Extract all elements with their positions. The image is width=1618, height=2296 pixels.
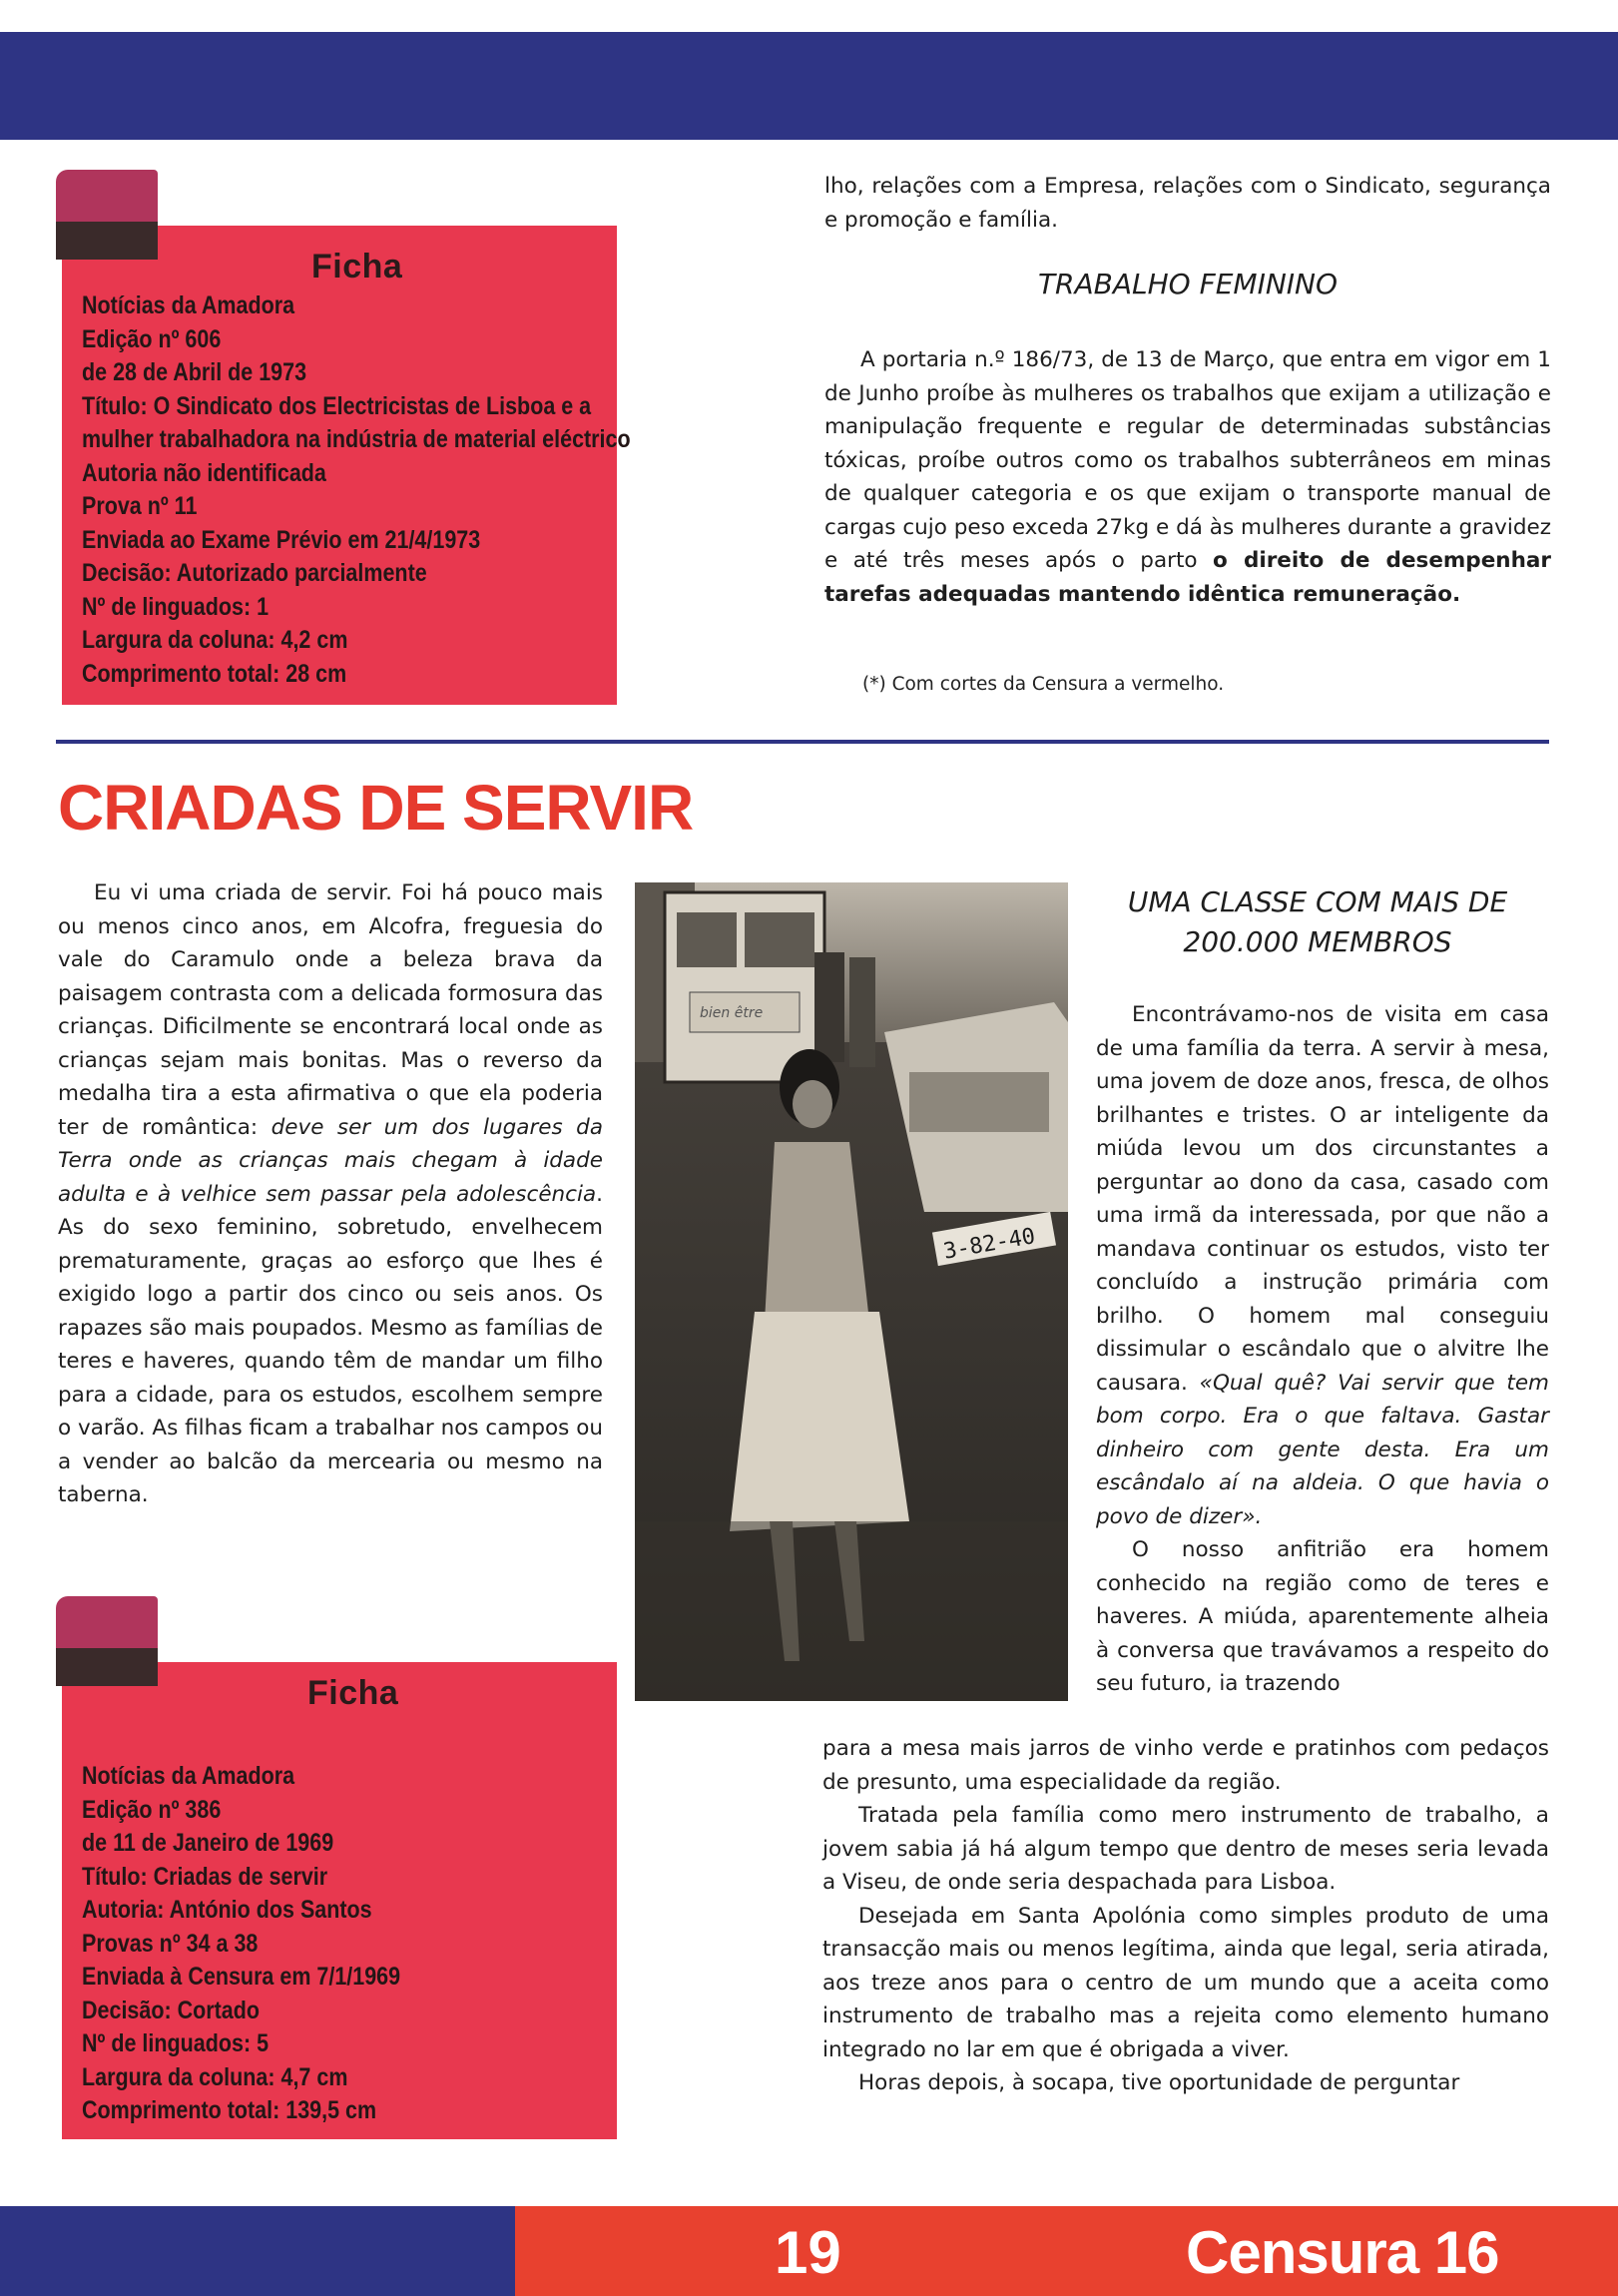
top-color-band: [0, 32, 1618, 140]
ficha-2-title: Ficha: [307, 1674, 399, 1712]
street-scene-photo: [635, 882, 1068, 1701]
footer-band-blue: [0, 2206, 515, 2296]
ficha-line: Largura da coluna: 4,2 cm: [82, 626, 348, 654]
ficha-line: Enviada à Censura em 7/1/1969: [82, 1963, 401, 1991]
ficha-tab-2: [56, 1596, 158, 1686]
ficha-line: Prova nº 11: [82, 492, 198, 520]
magazine-name: Censura 16: [1186, 2219, 1499, 2286]
ficha-line: de 11 de Janeiro de 1969: [82, 1829, 334, 1857]
ficha-line: de 28 de Abril de 1973: [82, 358, 307, 386]
censorship-note: (*) Com cortes da Censura a vermelho.: [862, 674, 1225, 695]
section-heading-trabalho-feminino: TRABALHO FEMININO: [1037, 268, 1339, 300]
ficha-line: Notícias da Amadora: [82, 1762, 295, 1790]
woman-skirt: [730, 1312, 909, 1531]
tram-sign: bien être: [700, 1005, 764, 1021]
page-number: 19: [775, 2219, 841, 2286]
section-heading-uma-classe: UMA CLASSE COM MAIS DE 200.000 MEMBROS: [1127, 885, 1508, 958]
article-title: CRIADAS DE SERVIR: [58, 772, 694, 844]
ficha-line: Decisão: Autorizado parcialmente: [82, 559, 427, 587]
ficha-line: Nº de linguados: 1: [82, 592, 270, 621]
ficha-box-2: [62, 1662, 617, 2139]
ficha-box-1: [62, 226, 631, 705]
ficha-1-lines: [82, 289, 631, 691]
plate-text: 3-82-40: [941, 1224, 1038, 1265]
divider-rule: [56, 740, 1549, 744]
ficha-line: Provas nº 34 a 38: [82, 1929, 259, 1958]
ficha-2-lines: [82, 1760, 400, 2128]
ficha-line: Título: Criadas de servir: [82, 1862, 328, 1891]
ficha-line: mulher trabalhadora na indústria de material eléctrico: [82, 425, 631, 453]
article-right-column: Encontrávamo-nos de visita em casa de uma família da terra. A servir à mesa, uma jovem de doze anos, fresca, de olhos brilhantes e tristes. O ar inteligente da miúda levou um dos circunstantes a perguntar ao dono da casa, casado com uma irmã da interessada, por que não a mandava continuar os estudos, visto ter concluído a instrução primária com brilho. O homem mal conseguiu dissimular o escândalo que o alvitre lhe causara. «Qual quê? Vai servir que tem bom corpo. Era o que faltava. Gastar dinheiro com gente desta. Era um escândalo aí na aldeia. O que havia o povo de dizer». O nosso anfitrião era homem conhecido na região como de teres e haveres. A miúda, aparentemente alheia à conversa que travávamos a respeito do seu futuro, ia trazendo: [1096, 1002, 1549, 1696]
previous-article-continuation: lho, relações com a Empresa, relações com o Sindicato, segurança e promoção e família.: [824, 174, 1551, 233]
article-left-column: Eu vi uma criada de servir. Foi há pouco mais ou menos cinco anos, em Alcofra, freguesia do vale do Caramulo onde a beleza brava da paisagem contrasta com a delicada formosura das crianças. Dificilmente se encontrará local onde as crianças sejam mais bonitas. Mas o reverso da medalha tira a esta afirmativa o que ela poderia ter de romântica: deve ser um dos lugares da Terra onde as crianças mais chegam à idade adulta e à velhice sem passar pela adolescência. As do sexo feminino, sobretudo, envelhecem prematuramente, graças ao esforço que lhes é exigido logo a partir dos cinco ou seis anos. Os rapazes são mais poupados. Mesmo as famílias de teres e haveres, quando têm de mandar um filho para a cidade, para os estudos, escolhem sempre o varão. As filhas ficam a trabalhar nos campos ou a vender ao balcão da mercearia ou mesmo na taberna.: [58, 880, 603, 1507]
ficha-line: Decisão: Cortado: [82, 1996, 261, 2024]
ficha-line: Comprimento total: 139,5 cm: [82, 2096, 377, 2124]
ficha-line: Edição nº 606: [82, 324, 222, 353]
ficha-line: Largura da coluna: 4,7 cm: [82, 2062, 348, 2091]
article-right-column-wide: para a mesa mais jarros de vinho verde e pratinhos com pedaços de presunto, uma especialidade da região. Tratada pela família como mero instrumento de trabalho, a jovem sabia já há algum tempo que dentro de meses seria levada a Viseu, de onde seria despachada para Lisboa. Desejada em Santa Apolónia como simples produto de uma transacção mais ou menos legítima, ainda que legal, seria atirada, aos treze anos para o centro de um mundo que a aceita como instrumento de trabalho mas a rejeita como elemento humano integrado no lar em que é obrigada a viver. Horas depois, à socapa, tive oportunidade de perguntar: [822, 1736, 1549, 2095]
article-photo: [635, 882, 1068, 1701]
ficha-line: Autoria não identificada: [82, 458, 326, 487]
ficha-line: Notícias da Amadora: [82, 291, 295, 319]
ficha-line: Enviada ao Exame Prévio em 21/4/1973: [82, 525, 481, 554]
ficha-line: Autoria: António dos Santos: [82, 1896, 372, 1924]
ficha-line: Edição nº 386: [82, 1795, 222, 1824]
trabalho-feminino-body: A portaria n.º 186/73, de 13 de Março, que entra em vigor em 1 de Junho proíbe às mulheres os trabalhos que exijam a utilização e manipulação frequente e regular de determinadas substâncias tóxicas, proíbe outros como os trabalhos subterrâneos em minas de qualquer categoria e os que exijam o transporte manual de cargas cujo peso exceda 27kg e dá às mulheres durante a gravidez e até três meses após o parto o direito de desempenhar tarefas adequadas mantendo idêntica remuneração.: [824, 347, 1551, 607]
ficha-line: Nº de linguados: 5: [82, 2029, 270, 2057]
ficha-line: Comprimento total: 28 cm: [82, 659, 347, 688]
ficha-tab-1: [56, 170, 158, 260]
ficha-1-title: Ficha: [311, 248, 403, 286]
ficha-line: Título: O Sindicato dos Electricistas de Lisboa e a: [82, 391, 592, 420]
